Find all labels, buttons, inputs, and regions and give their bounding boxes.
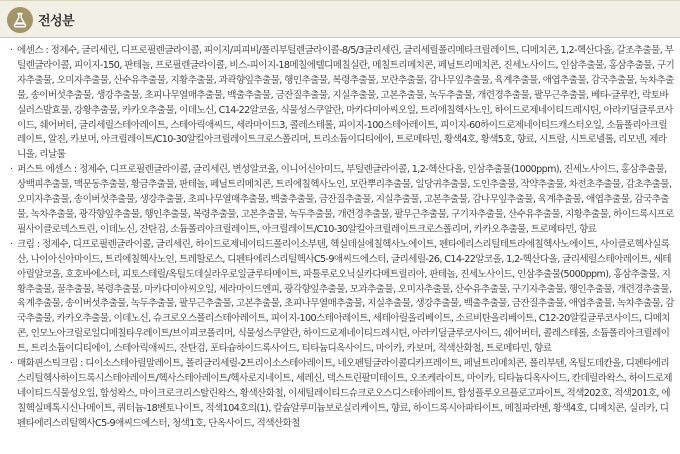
bullet: · [10,164,13,176]
section-header [0,0,680,38]
ingredient-item-essence [10,44,675,163]
section-title: 전성분 [38,14,75,29]
bullet: · [10,358,13,370]
ingredient-item-stick-cream [10,357,675,432]
ingredient-item-cream [10,238,675,357]
ingredient-text: 매화핀스틱크림 : 디이소스테아릴말레이트, 폴리글리세릴-2트리이소스테아레이트, 네오펜틸글라이콜디카프레이트, 페닐트리메치콘, 폴리부텐, 옥틸도데칸올, 디펜타에리스리틸헥사하이드록시스테아레이트/헥사스테아레이트/헥사로지네이트, 세레신, 덱스트린팔미테이트, 오조케라이트, 마이카, 티타늄디옥사이드, 칸데릴라왁스, 하이드로제네이티드식물성오일, 합성왁스, 마이크로크리스탈린왁스, 황색산화철, 이세틸레이티드슈크로오스디스테아레이트, 합성플루오르플로고파이트, 적색202호, 적색201호, 에칠헥실메톡시신나메이트, 쿼터늄-18벤토나이트, 적색104호의(1), 칼슘알루미늄보로실리케이트, 향료, 하이드록시아파타이트, 메칠파라벤, 황색4호, 디메치콘, 실리카, 디펜타에리스리틸헥사C5-9애씨드에스터, 청색1호, 단옥사이드, 적색산화철 [17,358,672,429]
flask-icon-glyph [12,12,28,28]
ingredient-text: 크림 : 정제수, 디프로필렌글라이콜, 글리세린, 하이드로제네이티드폴리이소부텐, 헥실데실에칠헥사노에이트, 펜타에리스리틸테트라에칠헥사노에이트, 사이클로헥사실록산, 나이아신아마이드, 트리에칠헥사노인, 트레할로스, 디펜타에리스리틸헥사C5-9애씨드에스터, 글리세릴-26, C14-22알코올, 1,2-헥산다올, 글리세릴스테아레이트, 세테아릴알코올, 호호바에스터, 피토스테릴/옥틸도데실라우로일글루타메이트, 파틀루로오닉실카다메트릴리아, 판테놀, 진세노사이드, 인삼추출물(5000ppm), 홍삼추출물, 지황추출물, 꿀추출물, 복령추출물, 마카다미아씨오일, 세라마이드엔피, 광각향잎추출물, 모과추출물, 오미자추출물, 산수유추출물, 구기자추출물, 행인추출물, 개련경추출물, 육계추출물, 송이버섯추출물, 녹두추출물, 팔무근추출물, 고본추출물, 초피나무열매추출물, 지실추출물, 생강추출물, 백출추출물, 금잔질추출물, 애엽추출물, 녹차추출물, 감국추출물, 카카오추출물, 이데노신, 슈크로오스폴리스테아레이트, 피이지-100스테아레이트, 세테아릴올리베이트, 소르비탄올리베이트, C12-20알킬글루코사이드, 디메치콘, 인모노아크릴로일디메칠타우레이트/브이피코폴리머, 식물성스쿠알란, 하이드로제네이티드레시틴, 아라키딜글루코사이드, 쉐어버터, 콜레스테롤, 소듐폴리아크릴레이트, 트리소듐이디티에이, 스테아릭애씨드, 잔탄검, 포타슘하이드록사이드, 티타늄디옥사이드, 마이카, 카보머, 적색산화철, 트로메타민, 향료 [17,238,674,355]
ingredient-item-first-essence [10,163,675,238]
bullet: · [10,45,13,56]
bullet: · [10,238,13,250]
ingredient-text: 에센스 : 정제수, 글리세린, 디프로필렌글라이콜, 피이지/피피비/폴리부틸렌글라이콜-8/5/3글리세린, 글리세릴폴리메타크릴레이트, 디메치콘, 1,2-헥산다올, 갈조추출물, 부틸렌글라이콜, 피이지-150, 판테놀, 프로필렌글라이콜, 비스-피이지-18메칠에텔디메칠실란, 메칠트리메치콘, 페닐트리메치콘, 진세노사이드, 인삼추출물, 홍삼추출물, 구기자추출물, 오미자추출물, 산수유추출물, 지황추출물, 과곽향잎추출물, 행인추출물, 복령추출물, 모란추출물, 감나무잎추출물, 육계추출물, 애엽추출물, 감국추출물, 녹차추출물, 송이버섯추출물, 생강추출물, 초피나무열매추출물, 백출추출물, 금잔질추출물, 지실추출물, 고본추출물, 녹두추출물, 개련경추출물, 팔무근추출물, 베타-글루칸, 락토바실러스발효물, 강황추출물, 카카오추출물, 이데노신, C14-22알코올, 식물성스쿠알란, 마카다미아씨오일, 트리에칠헥사노인, 하이드로제네이티드레시틴, 아라키딜글루코사이드, 쉐어버터, 글리세릴스테아레이트, 스테아릭애씨드, 세라마이드3, 콜레스테롤, 피이지-100스테아레이트, 피이지-60하이드로제네이티드캐스터오일, 소듐폴리아크릴레이트, 알진, 카보머, 아크릴레이트/C10-30알킬아크릴레이트크로스폴리머, 트리소듐이디티에이, 트로메타민, 황색4호, 황색5호, 향료, 시트랄, 시트로넬롤, 리모넨, 제라니올, 리날룰 [17,45,675,161]
ingredient-list [10,44,675,432]
ingredient-text: 퍼스트 에센스 : 정제수, 디프로필렌글라이콜, 글리세린, 변성알코올, 이니어신아미드, 부틸렌글라이콜, 1,2-헥산다올, 인삼추출물(1000ppm), 진세노사이드, 홍삼추출물, 상백피추출물, 맥문동추출물, 황금추출물, 판테놀, 페닐트리메치콘, 트리에칠헥사노인, 모란뿌리추출물, 일당귀추출물, 도인추출물, 작약추출물, 차전초추출물, 감초추출물, 오미자추출물, 송이버섯추출물, 생강추출물, 초피나무열매추출물, 백출추출물, 금잔질추출물, 지실추출물, 고본추출물, 감나무잎추출물, 육계추출물, 애엽추출물, 감국추출물, 녹차추출물, 광각향잎추출물, 행인추출물, 복령추출물, 고본추출물, 녹두추출물, 개련경추출물, 팔무근추출물, 구기자추출물, 산수유추출물, 지황추출물, 하이드록시프로필사이클로덱스트린, 이데노신, 잔탄검, 소듐폴리아크릴레이트, 아크릴레이트/C10-30알킬아크릴레이트크로스폴리머, 카카오추출물, 트로메타민, 향료 [17,164,674,235]
flask-icon [7,7,33,33]
